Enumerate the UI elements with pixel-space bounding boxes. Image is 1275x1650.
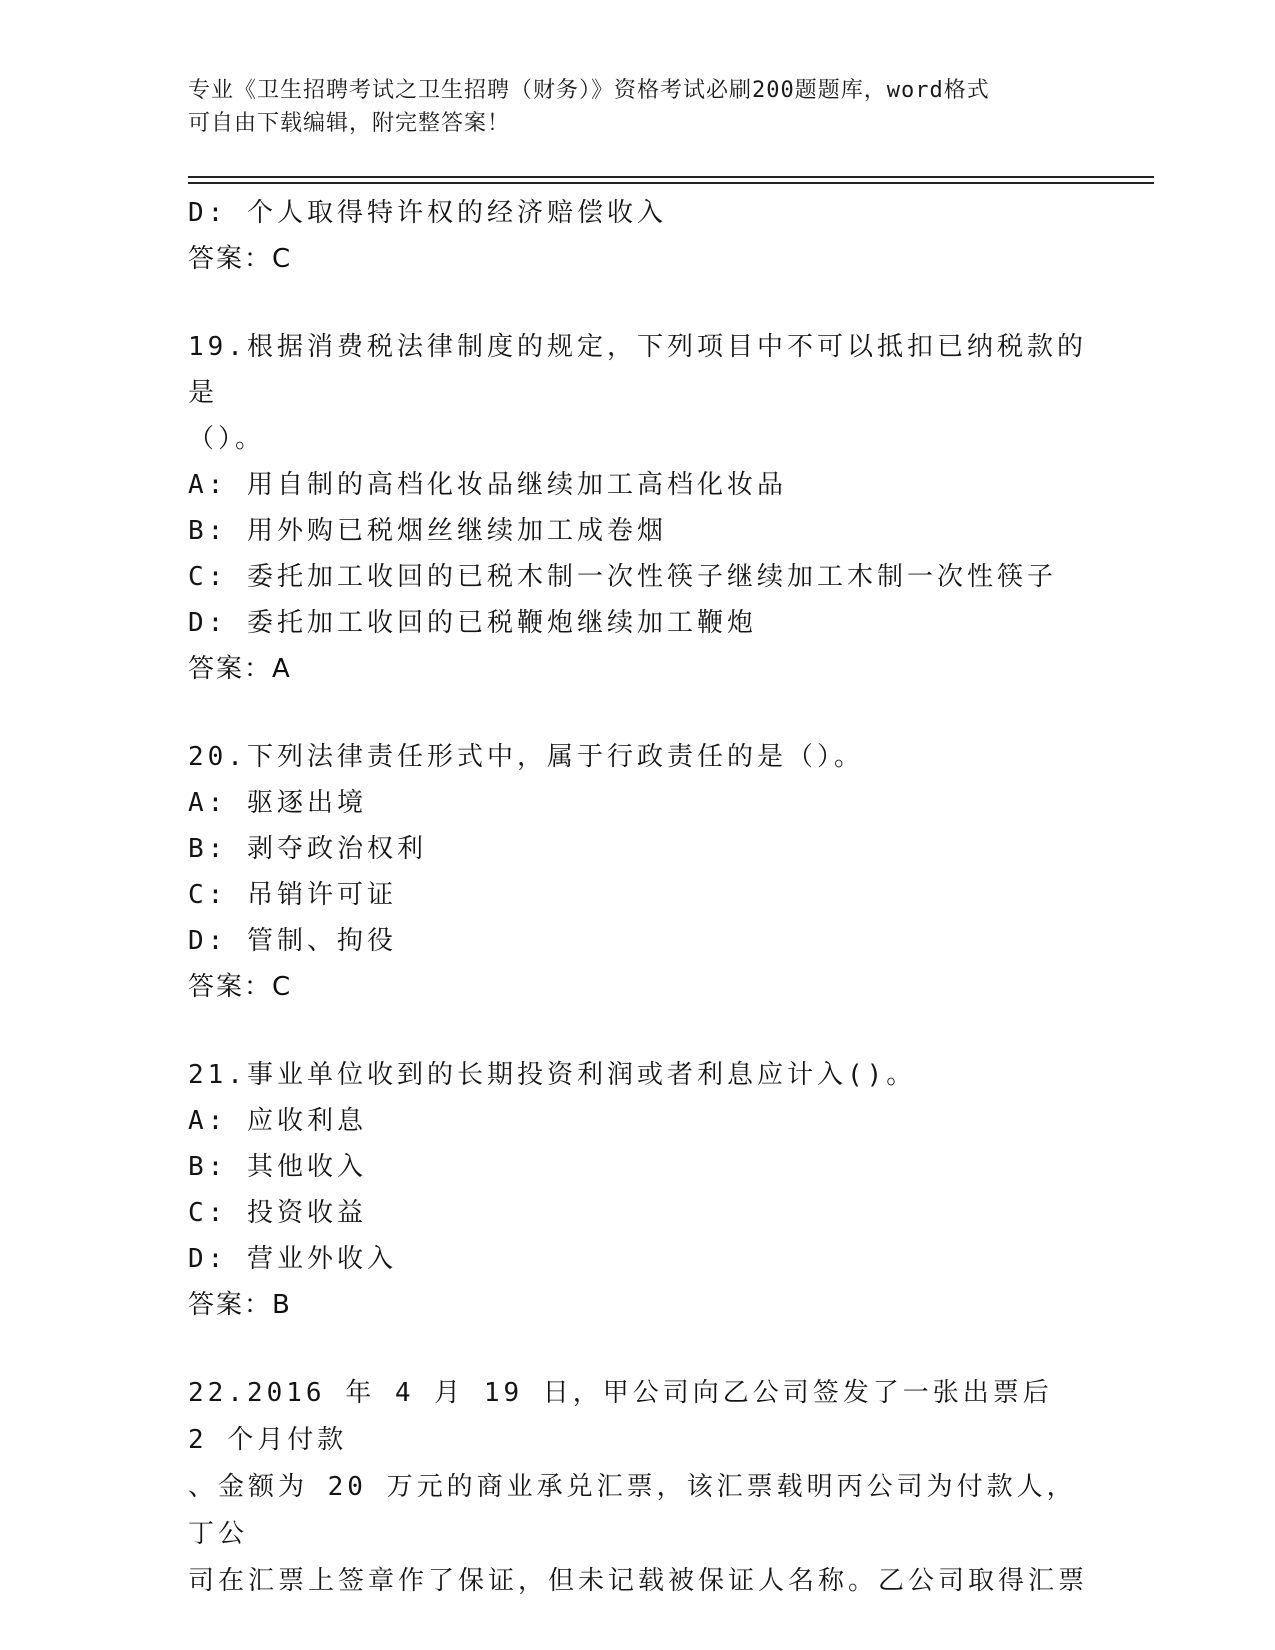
question-text-line: 、金额为 20 万元的商业承兑汇票，该汇票载明丙公司为付款人，丁公 [188, 1472, 1077, 1549]
answer-label: 答案：C [188, 244, 293, 274]
question-text-line: 司在汇票上签章作了保证，但未记载被保证人名称。乙公司取得汇票 [188, 1566, 1089, 1596]
header-divider-bottom [188, 182, 1154, 184]
question-text: 20.下列法律责任形式中，属于行政责任的是（）。 [188, 742, 864, 772]
question-text-line: 19.根据消费税法律制度的规定，下列项目中不可以抵扣已纳税款的是 [188, 332, 1087, 408]
option-c: C: 投资收益 [188, 1198, 367, 1228]
document-header [188, 74, 1088, 140]
option-b: B: 其他收入 [188, 1152, 367, 1182]
question-text-line: （）。 [188, 424, 266, 454]
answer-label: 答案：A [188, 654, 292, 684]
option-d: D: 委托加工收回的已税鞭炮继续加工鞭炮 [188, 608, 757, 638]
question-text [188, 324, 1088, 462]
header-line-2: 可自由下载编辑，附完整答案！ [188, 111, 511, 136]
header-line-1: 专业《卫生招聘考试之卫生招聘（财务）》资格考试必刷200题题库，word格式 [188, 78, 990, 103]
question-21 [188, 1052, 1088, 1328]
question-text-line: 22.2016 年 4 月 19 日，甲公司向乙公司签发了一张出票后 2 个月付款 [188, 1378, 1053, 1455]
question-text [188, 1370, 1088, 1605]
option-a: A: 驱逐出境 [188, 788, 367, 818]
question-19 [188, 324, 1088, 692]
option-d: D: 营业外收入 [188, 1244, 397, 1274]
question-22 [188, 1370, 1088, 1605]
option-a: A: 应收利息 [188, 1106, 367, 1136]
option-b: B: 用外购已税烟丝继续加工成卷烟 [188, 516, 667, 546]
document-body [188, 190, 1088, 1605]
option-d: D: 管制、拘役 [188, 926, 397, 956]
answer-label: 答案：C [188, 972, 293, 1002]
question-text: 21.事业单位收到的长期投资利润或者利息应计入()。 [188, 1060, 917, 1090]
option-d: D: 个人取得特许权的经济赔偿收入 [188, 198, 667, 228]
question-20 [188, 734, 1088, 1010]
option-a: A: 用自制的高档化妆品继续加工高档化妆品 [188, 470, 787, 500]
question-18-continuation [188, 190, 1088, 282]
option-b: B: 剥夺政治权利 [188, 834, 427, 864]
answer-label: 答案：B [188, 1290, 292, 1320]
option-c: C: 委托加工收回的已税木制一次性筷子继续加工木制一次性筷子 [188, 562, 1057, 592]
header-divider-top [188, 176, 1154, 178]
option-c: C: 吊销许可证 [188, 880, 397, 910]
